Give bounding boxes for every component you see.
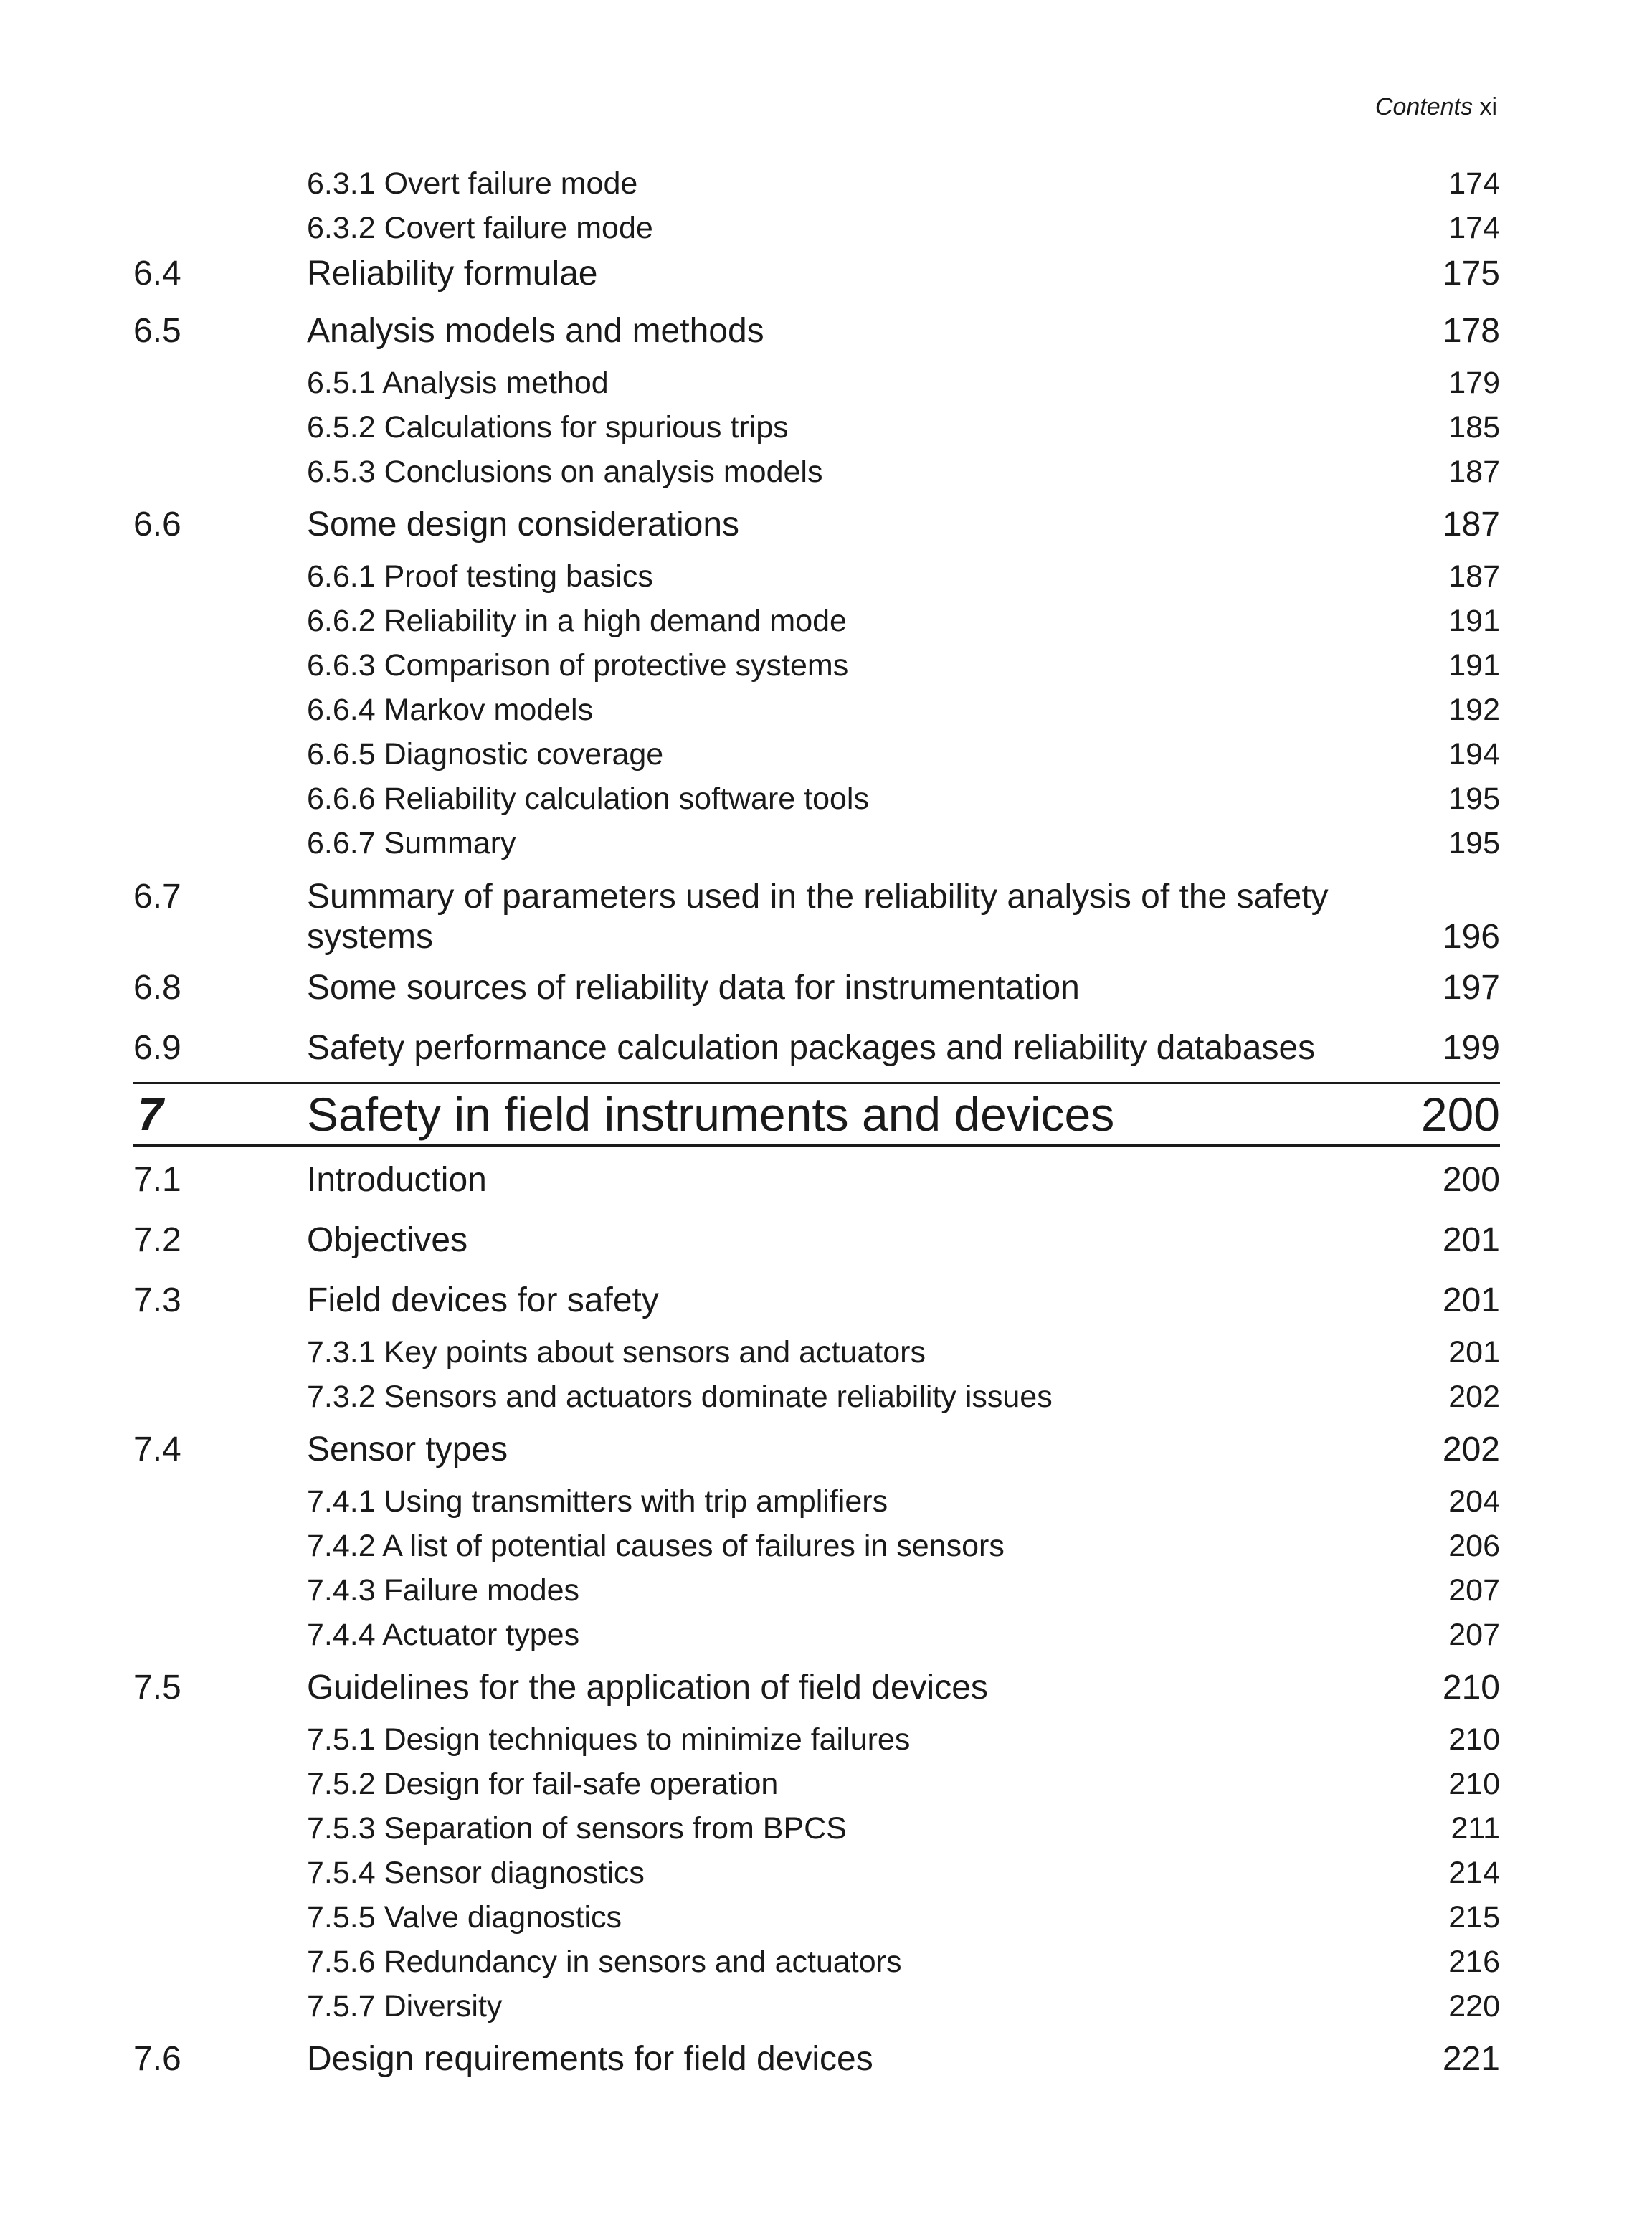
toc-subsection-row — [133, 206, 1500, 250]
toc-title: 6.5.3 Conclusions on analysis models — [307, 455, 823, 489]
toc-title: 6.6.7 Summary — [307, 826, 516, 860]
toc-subsection-row — [133, 1524, 1500, 1568]
toc-page-number: 210 — [1442, 1669, 1500, 1707]
toc-title: 7.5.3 Separation of sensors from BPCS — [307, 1811, 847, 1846]
toc-title: Sensor types — [307, 1430, 508, 1468]
toc-subsection-row — [133, 599, 1500, 643]
toc-page-number: 221 — [1442, 2040, 1500, 2078]
toc-page-number: 175 — [1442, 255, 1500, 293]
toc-page-number: 174 — [1448, 211, 1500, 245]
toc-page-number: 191 — [1448, 648, 1500, 683]
toc-number: 6.6 — [133, 506, 181, 544]
toc-title: 7.3.1 Key points about sensors and actuators — [307, 1335, 926, 1370]
toc-section-row — [133, 1017, 1500, 1078]
toc-title: 6.5.2 Calculations for spurious trips — [307, 410, 789, 445]
toc-section-row — [133, 300, 1500, 361]
toc-section-row — [133, 1210, 1500, 1270]
toc-title: 7.5.7 Diversity — [307, 1989, 503, 2023]
toc-page-number: 210 — [1448, 1722, 1500, 1757]
toc-subsection-row — [133, 1717, 1500, 1762]
toc-number: 7.2 — [133, 1221, 181, 1259]
toc-page-number: 196 — [1442, 918, 1500, 956]
toc-number: 7.5 — [133, 1669, 181, 1707]
running-head-label: Contents — [1375, 93, 1473, 120]
toc-title: 6.6.6 Reliability calculation software tools — [307, 782, 869, 816]
toc-title: 7.5.1 Design techniques to minimize failures — [307, 1722, 911, 1757]
toc-section-row — [133, 494, 1500, 554]
toc-page-number: 204 — [1448, 1484, 1500, 1519]
toc-page-number: 195 — [1448, 782, 1500, 816]
toc-title: Objectives — [307, 1221, 468, 1259]
running-head — [1375, 93, 1497, 121]
running-head-page: xi — [1479, 93, 1497, 120]
toc-title: Some design considerations — [307, 506, 740, 544]
toc-page-number: 202 — [1448, 1380, 1500, 1414]
toc-title: 6.6.5 Diagnostic coverage — [307, 737, 664, 772]
toc-page-number: 220 — [1448, 1989, 1500, 2023]
toc-subsection-row — [133, 1806, 1500, 1851]
toc-title: Introduction — [307, 1161, 487, 1199]
toc-page-number: 210 — [1448, 1767, 1500, 1801]
toc-subsection-row — [133, 1375, 1500, 1419]
toc-page-number: 194 — [1448, 737, 1500, 772]
toc-section-row — [133, 865, 1500, 957]
toc-section-row — [133, 1419, 1500, 1479]
toc-number: 7 — [138, 1088, 163, 1140]
toc-title: 7.4.1 Using transmitters with trip amplifiers — [307, 1484, 888, 1519]
toc-title: Some sources of reliability data for instrumentation — [307, 969, 1080, 1007]
toc-title: Safety in field instruments and devices — [307, 1088, 1115, 1141]
toc-page-number: 192 — [1448, 693, 1500, 727]
toc-title: 6.3.2 Covert failure mode — [307, 211, 653, 245]
toc-title: Summary of parameters used in the reliability analysis of the safety systems — [307, 878, 1329, 956]
toc-page-number: 195 — [1448, 826, 1500, 860]
toc-subsection-row — [133, 1613, 1500, 1657]
toc-chapter-row — [133, 1082, 1500, 1147]
toc-subsection-row — [133, 405, 1500, 450]
toc-page-number: 201 — [1442, 1221, 1500, 1259]
toc-title: 6.3.1 Overt failure mode — [307, 166, 638, 201]
toc-subsection-row — [133, 554, 1500, 599]
toc-number: 6.7 — [133, 878, 181, 916]
toc-title: 7.4.2 A list of potential causes of failures in sensors — [307, 1529, 1005, 1563]
toc-number: 7.3 — [133, 1281, 181, 1319]
toc-title: 7.5.6 Redundancy in sensors and actuators — [307, 1945, 902, 1979]
toc-page-number: 215 — [1448, 1900, 1500, 1935]
toc-page-number: 206 — [1448, 1529, 1500, 1563]
toc-subsection-row — [133, 821, 1500, 865]
toc-number: 7.4 — [133, 1430, 181, 1468]
toc-page-number: 187 — [1448, 455, 1500, 489]
toc-number: 6.9 — [133, 1029, 181, 1067]
toc-number: 7.1 — [133, 1161, 181, 1199]
toc-title: Guidelines for the application of field devices — [307, 1669, 988, 1707]
toc-title: 7.5.2 Design for fail-safe operation — [307, 1767, 779, 1801]
toc-page-number: 216 — [1448, 1945, 1500, 1979]
toc-page-number: 207 — [1448, 1618, 1500, 1652]
toc-subsection-row — [133, 1330, 1500, 1375]
toc-title: 7.4.3 Failure modes — [307, 1573, 580, 1608]
toc-section-row — [133, 250, 1500, 300]
toc-subsection-row — [133, 777, 1500, 821]
toc-page-number: 199 — [1442, 1029, 1500, 1067]
toc-title: Design requirements for field devices — [307, 2040, 873, 2078]
toc-page-number: 201 — [1448, 1335, 1500, 1370]
toc-page-number: 214 — [1448, 1856, 1500, 1890]
toc-title: 6.6.4 Markov models — [307, 693, 594, 727]
toc-subsection-row — [133, 1762, 1500, 1806]
toc-title: 6.6.2 Reliability in a high demand mode — [307, 604, 847, 638]
toc-title: 7.5.4 Sensor diagnostics — [307, 1856, 645, 1890]
toc-title: Field devices for safety — [307, 1281, 659, 1319]
toc-page-number: 187 — [1448, 559, 1500, 594]
toc-subsection-row — [133, 688, 1500, 732]
toc-title: 6.5.1 Analysis method — [307, 366, 609, 400]
toc-number: 6.5 — [133, 312, 181, 350]
toc-page-number: 191 — [1448, 604, 1500, 638]
toc-number: 6.4 — [133, 255, 181, 293]
toc-section-row — [133, 1270, 1500, 1330]
toc-page-number: 187 — [1442, 506, 1500, 544]
toc-page-number: 174 — [1448, 166, 1500, 201]
toc-page-number: 211 — [1451, 1811, 1500, 1846]
toc-subsection-row — [133, 1940, 1500, 1984]
toc-number: 7.6 — [133, 2040, 181, 2078]
toc-subsection-row — [133, 1568, 1500, 1613]
toc-subsection-row — [133, 1984, 1500, 2028]
toc-title: 6.6.1 Proof testing basics — [307, 559, 653, 594]
toc-title: Analysis models and methods — [307, 312, 764, 350]
toc-section-row — [133, 957, 1500, 1017]
toc-subsection-row — [133, 1851, 1500, 1895]
toc-title: 7.4.4 Actuator types — [307, 1618, 580, 1652]
toc-section-row — [133, 2028, 1500, 2089]
toc-subsection-row — [133, 1895, 1500, 1940]
toc-subsection-row — [133, 161, 1500, 206]
toc-page-number: 178 — [1442, 312, 1500, 350]
toc-subsection-row — [133, 450, 1500, 494]
toc-section-row — [133, 1657, 1500, 1717]
toc-section-row — [133, 1149, 1500, 1210]
toc-subsection-row — [133, 643, 1500, 688]
toc-title: Safety performance calculation packages and reliability databases — [307, 1029, 1316, 1067]
toc-subsection-row — [133, 732, 1500, 777]
toc-page-number: 202 — [1442, 1430, 1500, 1468]
toc-page-number: 200 — [1442, 1161, 1500, 1199]
toc-page-number: 185 — [1448, 410, 1500, 445]
toc-page-number: 200 — [1420, 1088, 1500, 1141]
toc-title: 7.3.2 Sensors and actuators dominate reliability issues — [307, 1380, 1053, 1414]
toc-title: 6.6.3 Comparison of protective systems — [307, 648, 849, 683]
toc-title: Reliability formulae — [307, 255, 598, 293]
toc-subsection-row — [133, 361, 1500, 405]
toc-title: 7.5.5 Valve diagnostics — [307, 1900, 622, 1935]
toc-page-number: 201 — [1442, 1281, 1500, 1319]
toc-page-number: 179 — [1448, 366, 1500, 400]
table-of-contents — [133, 161, 1500, 2089]
toc-number: 6.8 — [133, 969, 181, 1007]
toc-page-number: 207 — [1448, 1573, 1500, 1608]
toc-page-number: 197 — [1442, 969, 1500, 1007]
toc-subsection-row — [133, 1479, 1500, 1524]
